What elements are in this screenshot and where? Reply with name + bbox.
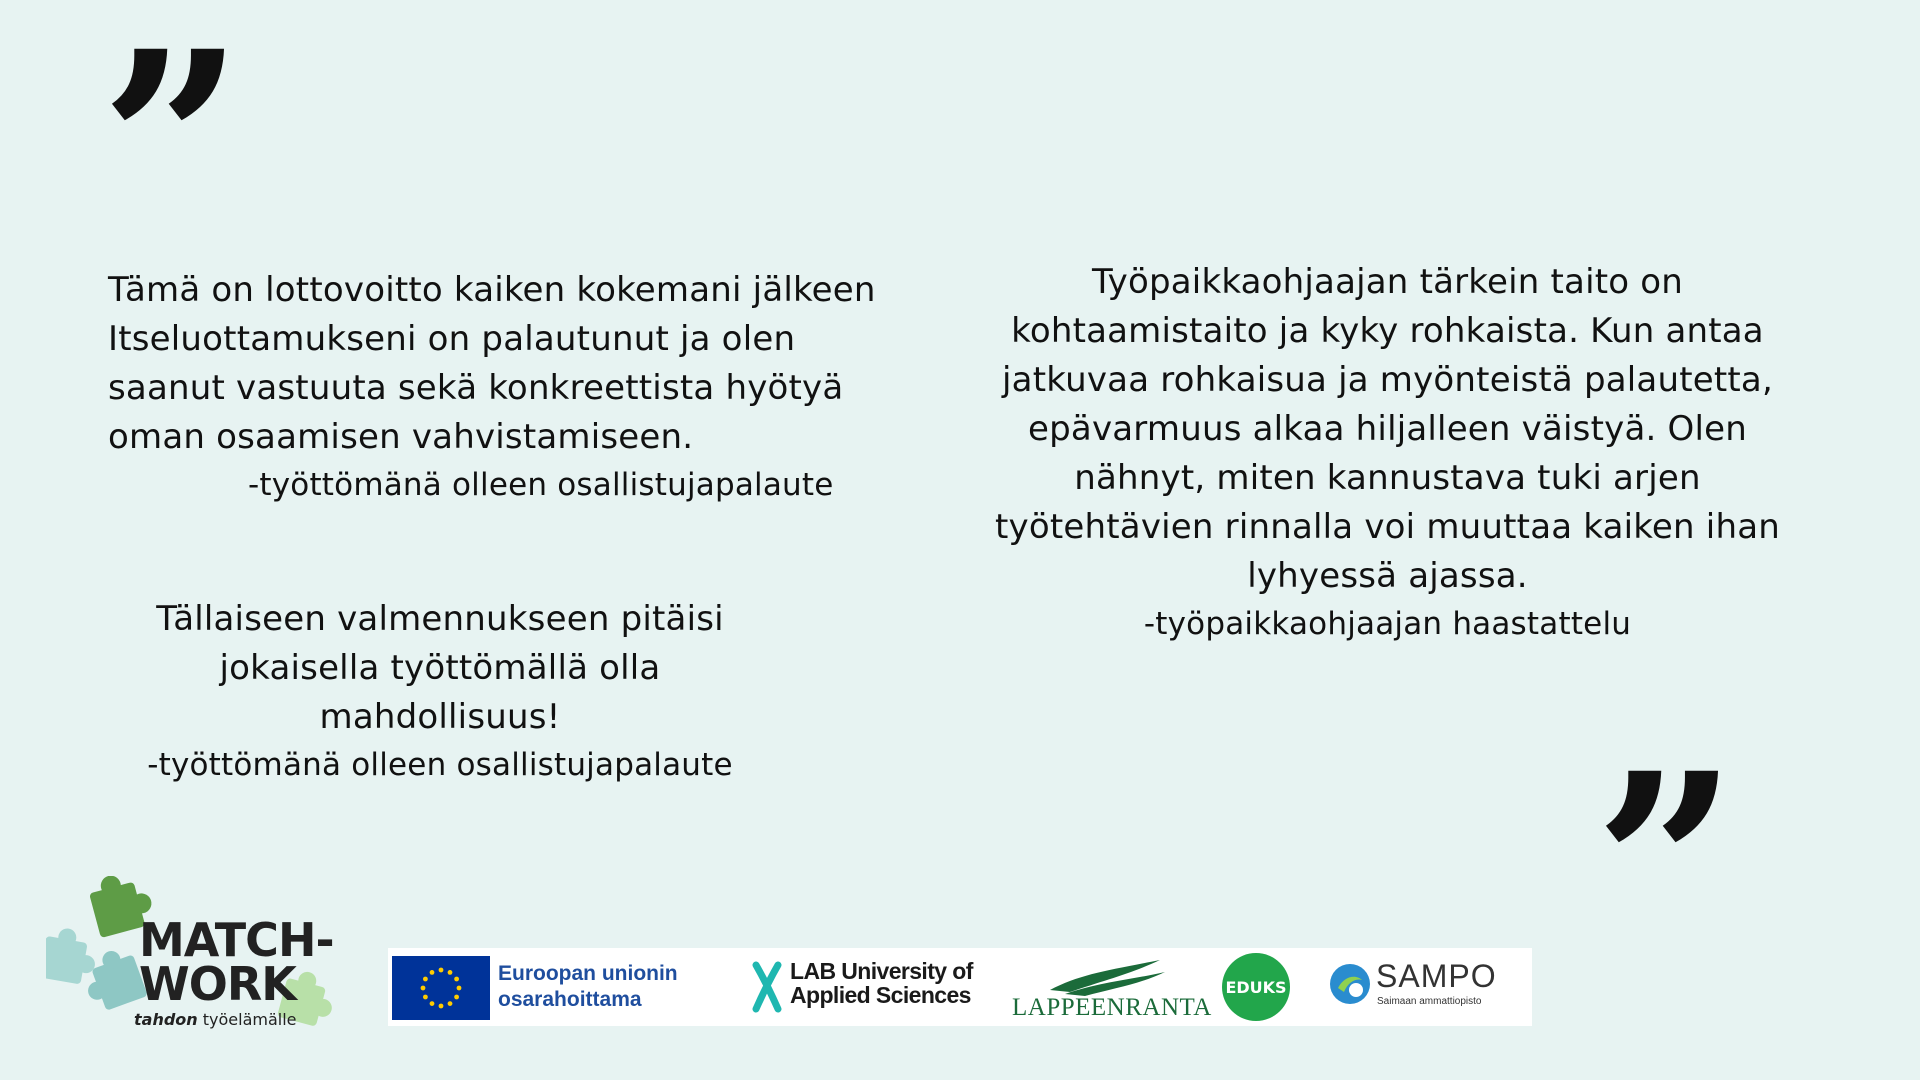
testimonial-quote (108, 266, 898, 506)
quote-line: mahdollisuus! (319, 697, 561, 737)
eduks-circle-icon (1221, 952, 1291, 1022)
testimonial-quote (985, 258, 1790, 645)
quote-line: Itseluottamukseni on palautunut ja olen (108, 319, 796, 359)
quote-attribution: -työpaikkaohjaajan haastattelu (1143, 606, 1632, 642)
svg-text:EDUKS: EDUKS (1225, 978, 1287, 997)
quote-line: Tällaiseen valmennukseen pitäisi (156, 599, 724, 639)
quote-attribution: -työttömänä olleen osallistujapalaute (248, 467, 834, 503)
quote-line: työtehtävien rinnalla voi muuttaa kaiken ihan (995, 507, 1780, 547)
quote-line: oman osaamisen vahvistamiseen. (108, 417, 694, 457)
quote-line: Työpaikkaohjaajan tärkein taito on (1091, 262, 1684, 302)
sampo-swirl-icon (1328, 962, 1372, 1006)
match-work-tagline: tahdon työelämälle (134, 1010, 297, 1029)
quote-line: kohtaamistaito ja kyky rohkaista. Kun antaa (1011, 311, 1764, 351)
sampo-subtitle: Saimaan ammattiopisto (1377, 996, 1482, 1007)
quote-line: jokaisella työttömällä olla (219, 648, 661, 688)
lab-university-label: LAB University of Applied Sciences (790, 958, 973, 1008)
partner-logos-strip (388, 948, 1532, 1026)
quote-line: lyhyessä ajassa. (1247, 556, 1528, 596)
match-work-wordmark: MATCH- WORK (139, 913, 334, 1011)
testimonial-quote (140, 595, 740, 786)
quote-line: nähnyt, miten kannustava tuki arjen (1074, 458, 1701, 498)
sampo-label: SAMPO (1376, 958, 1497, 994)
lab-x-icon (750, 961, 784, 1013)
eu-flag-icon (392, 956, 490, 1020)
eu-funding-label: Euroopan unionin osarahoittama (498, 962, 678, 1011)
quote-line: jatkuvaa rohkaisua ja myönteistä palautetta, (1002, 360, 1773, 400)
quote-line: saanut vastuuta sekä konkreettista hyötyä (108, 368, 844, 408)
match-work-logo (46, 876, 356, 1036)
lappeenranta-label: LAPPEENRANTA (1012, 994, 1212, 1021)
quote-mark-icon: ” (100, 0, 244, 290)
quote-line: Tämä on lottovoitto kaiken kokemani jälkeen (108, 270, 876, 310)
quote-line: epävarmuus alkaa hiljalleen väistyä. Olen (1028, 409, 1747, 449)
quote-attribution: -työttömänä olleen osallistujapalaute (147, 747, 733, 783)
quote-mark-icon: ” (1594, 718, 1738, 1012)
